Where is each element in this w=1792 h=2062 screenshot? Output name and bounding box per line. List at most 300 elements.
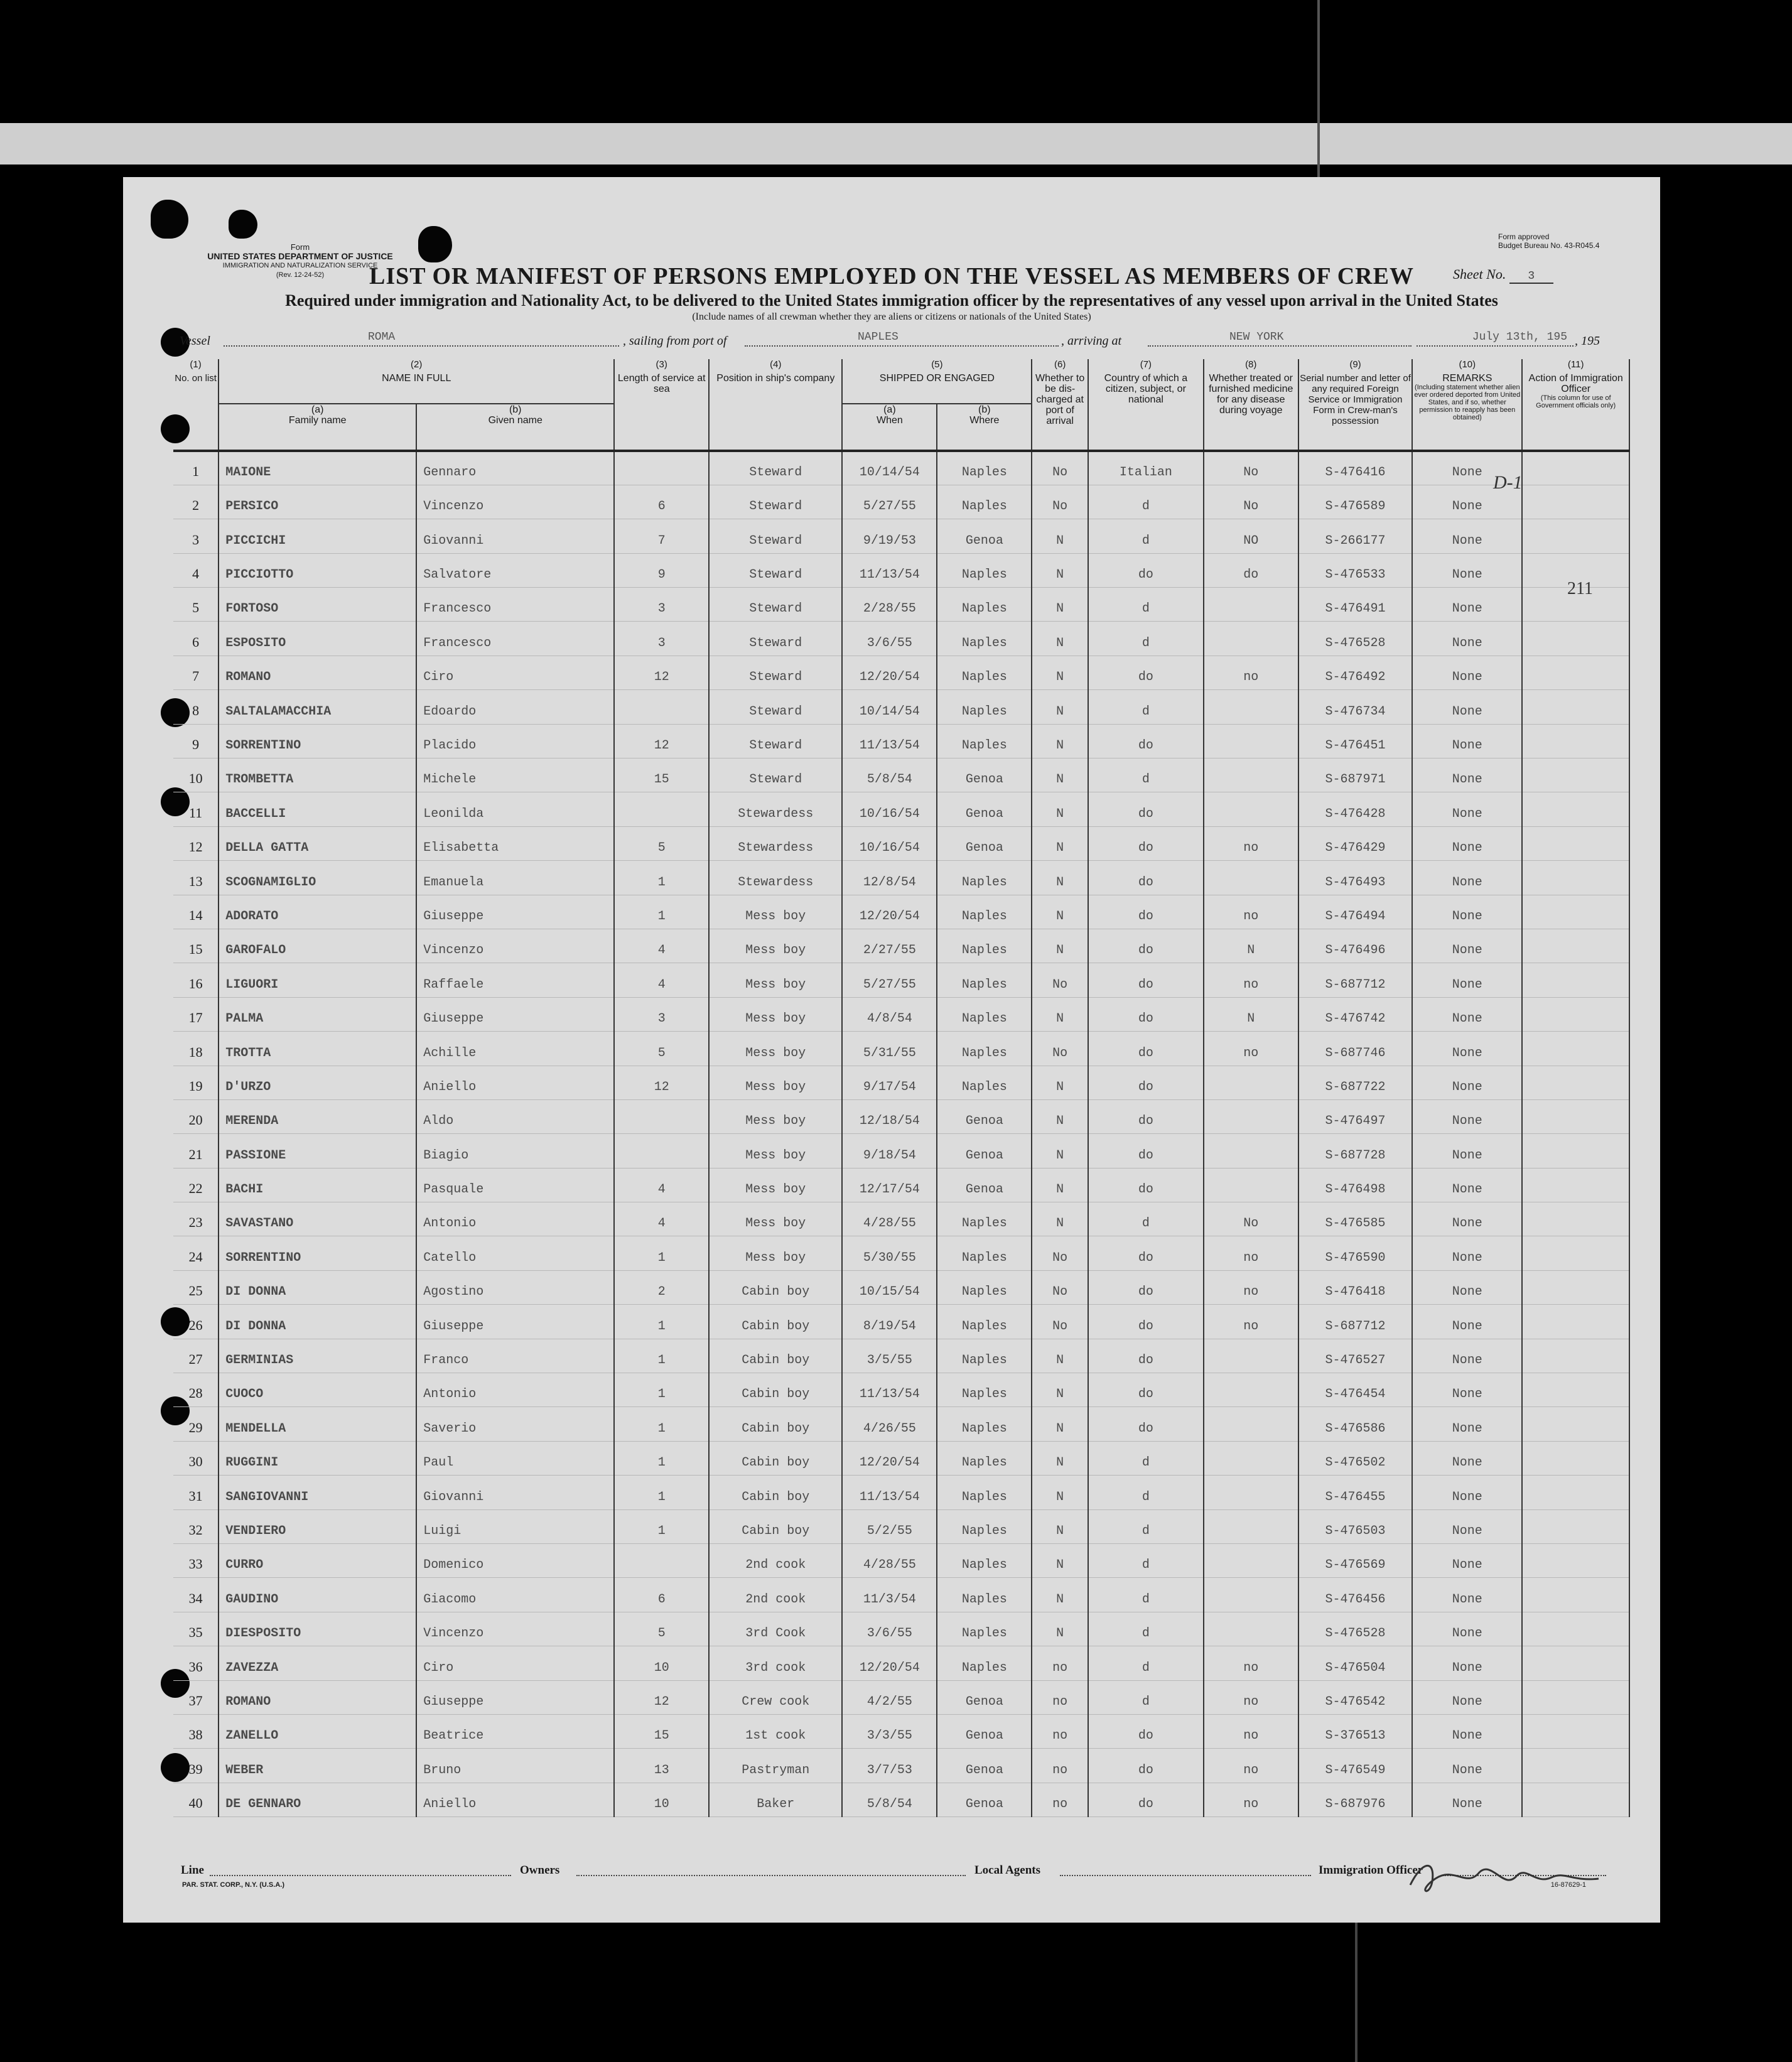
family-name: WEBER [219, 1749, 416, 1783]
port-of-departure: NAPLES [745, 328, 1059, 347]
given-name: Ciro [416, 1646, 614, 1680]
given-name: Agostino [416, 1270, 614, 1304]
remarks: None [1412, 1612, 1522, 1646]
length-of-service: 1 [614, 1236, 709, 1270]
position: Mess boy [709, 929, 842, 963]
medicine: no [1204, 895, 1298, 929]
port-engaged: Naples [937, 1373, 1032, 1407]
header-no-on-list: No. on list [173, 373, 219, 451]
family-name: DI DONNA [219, 1305, 416, 1339]
date-engaged: 2/27/55 [842, 929, 937, 963]
date-engaged: 10/14/54 [842, 690, 937, 724]
given-name: Ciro [416, 656, 614, 689]
port-engaged: Naples [937, 1270, 1032, 1304]
discharged: N [1032, 997, 1088, 1031]
remarks: None [1412, 451, 1522, 485]
action-cell [1522, 1270, 1629, 1304]
given-name: Giuseppe [416, 895, 614, 929]
arrival-date: July 13th, 195 [1417, 328, 1573, 347]
port-engaged: Naples [937, 656, 1032, 689]
header-name-in-full: NAME IN FULL [219, 373, 614, 404]
date-engaged: 9/19/53 [842, 519, 937, 553]
country: Italian [1088, 451, 1204, 485]
family-name: ESPOSITO [219, 622, 416, 656]
row-number: 28 [173, 1373, 219, 1407]
position: Mess boy [709, 1032, 842, 1066]
family-name: GERMINIAS [219, 1339, 416, 1373]
crew-row [173, 1783, 1629, 1816]
crew-row [173, 1305, 1629, 1339]
position: Mess boy [709, 895, 842, 929]
given-name: Raffaele [416, 963, 614, 997]
medicine [1204, 690, 1298, 724]
serial-number: S-476498 [1298, 1168, 1413, 1202]
row-number: 10 [173, 758, 219, 792]
col-num: (5) [842, 359, 1032, 373]
country: d [1088, 1680, 1204, 1714]
discharged: No [1032, 1270, 1088, 1304]
family-name: PICCIOTTO [219, 553, 416, 587]
port-engaged: Naples [937, 690, 1032, 724]
family-name: MERENDA [219, 1099, 416, 1133]
given-name: Giovanni [416, 519, 614, 553]
given-name: Giuseppe [416, 997, 614, 1031]
discharged: N [1032, 792, 1088, 826]
family-name: SORRENTINO [219, 1236, 416, 1270]
discharged: N [1032, 1612, 1088, 1646]
remarks: None [1412, 826, 1522, 860]
medicine: no [1204, 963, 1298, 997]
port-engaged: Genoa [937, 1099, 1032, 1133]
row-number: 35 [173, 1612, 219, 1646]
row-number: 13 [173, 861, 219, 895]
action-cell [1522, 1612, 1629, 1646]
length-of-service: 5 [614, 826, 709, 860]
remarks: None [1412, 1509, 1522, 1543]
country: d [1088, 758, 1204, 792]
crew-row [173, 1339, 1629, 1373]
remarks: None [1412, 997, 1522, 1031]
remarks: None [1412, 1168, 1522, 1202]
discharged: N [1032, 1476, 1088, 1509]
country: do [1088, 1168, 1204, 1202]
country: d [1088, 1544, 1204, 1578]
serial-number: S-476429 [1298, 826, 1413, 860]
length-of-service [614, 451, 709, 485]
action-cell [1522, 1749, 1629, 1783]
action-mark: D-1 [1493, 472, 1523, 493]
row-number: 11 [173, 792, 219, 826]
position: Mess boy [709, 963, 842, 997]
country: d [1088, 485, 1204, 519]
family-name: BACCELLI [219, 792, 416, 826]
footer-agents-blank [1060, 1875, 1311, 1876]
country: do [1088, 1134, 1204, 1168]
remarks: None [1412, 690, 1522, 724]
date-engaged: 10/15/54 [842, 1270, 937, 1304]
remarks: None [1412, 656, 1522, 689]
action-cell [1522, 861, 1629, 895]
crew-row [173, 1544, 1629, 1578]
position: Steward [709, 758, 842, 792]
given-name: Francesco [416, 588, 614, 622]
crew-row [173, 1270, 1629, 1304]
family-name: CURRO [219, 1544, 416, 1578]
remarks: None [1412, 1441, 1522, 1475]
date-engaged: 4/2/55 [842, 1680, 937, 1714]
row-number: 37 [173, 1680, 219, 1714]
port-engaged: Naples [937, 588, 1032, 622]
crew-row [173, 1373, 1629, 1407]
discharged: N [1032, 1407, 1088, 1441]
crew-row [173, 1578, 1629, 1612]
medicine [1204, 1544, 1298, 1578]
col-num: (10) [1412, 359, 1522, 373]
serial-number: S-476569 [1298, 1544, 1413, 1578]
medicine: do [1204, 553, 1298, 587]
crew-row [173, 792, 1629, 826]
crew-row [173, 826, 1629, 860]
discharged: N [1032, 553, 1088, 587]
date-engaged: 12/20/54 [842, 1441, 937, 1475]
country: do [1088, 1714, 1204, 1748]
serial-number: S-476549 [1298, 1749, 1413, 1783]
row-number: 7 [173, 656, 219, 689]
discharged: N [1032, 1168, 1088, 1202]
country: d [1088, 1202, 1204, 1236]
header-family-name [219, 404, 416, 451]
country: d [1088, 622, 1204, 656]
action-cell [1522, 1714, 1629, 1748]
port-engaged: Naples [937, 622, 1032, 656]
serial-number: S-476527 [1298, 1339, 1413, 1373]
crew-row [173, 1714, 1629, 1748]
position: Cabin boy [709, 1476, 842, 1509]
date-engaged: 5/8/54 [842, 1783, 937, 1816]
crew-row [173, 588, 1629, 622]
serial-number: S-687728 [1298, 1134, 1413, 1168]
date-engaged: 11/13/54 [842, 724, 937, 758]
crew-row [173, 1066, 1629, 1099]
remarks-note: (Including statement whether alien ever ordered deported from United States, and if so, whether permission to reapply has been obtained) [1414, 384, 1521, 421]
country: do [1088, 1407, 1204, 1441]
header-serial-number: Serial number and letter of any required Foreign Service or Immigration Form in Crew-man's possession [1298, 373, 1413, 451]
family-name: LIGUORI [219, 963, 416, 997]
family-name: PASSIONE [219, 1134, 416, 1168]
given-name: Edoardo [416, 690, 614, 724]
discharged: N [1032, 622, 1088, 656]
position: Stewardess [709, 826, 842, 860]
length-of-service: 1 [614, 1339, 709, 1373]
port-engaged: Genoa [937, 792, 1032, 826]
length-of-service: 1 [614, 1509, 709, 1543]
crew-row [173, 1476, 1629, 1509]
serial-number: S-687746 [1298, 1032, 1413, 1066]
manifest-sheet [123, 177, 1660, 1923]
given-name: Aldo [416, 1099, 614, 1133]
when-label: When [876, 415, 903, 426]
row-number: 8 [173, 690, 219, 724]
discharged: N [1032, 1134, 1088, 1168]
serial-number: S-476493 [1298, 861, 1413, 895]
header-length-of-service: Length of service at sea [614, 373, 709, 451]
action-cell [1522, 1680, 1629, 1714]
family-name: GAUDINO [219, 1578, 416, 1612]
action-cell [1522, 1305, 1629, 1339]
position: Steward [709, 588, 842, 622]
medicine [1204, 1339, 1298, 1373]
port-engaged: Naples [937, 553, 1032, 587]
remarks: None [1412, 1544, 1522, 1578]
given-name: Bruno [416, 1749, 614, 1783]
length-of-service: 12 [614, 1066, 709, 1099]
serial-number: S-687712 [1298, 963, 1413, 997]
medicine [1204, 1509, 1298, 1543]
length-of-service: 12 [614, 656, 709, 689]
action-cell [1522, 690, 1629, 724]
date-engaged: 4/26/55 [842, 1407, 937, 1441]
medicine: N [1204, 929, 1298, 963]
crew-row [173, 553, 1629, 587]
position: Steward [709, 451, 842, 485]
serial-number: S-476528 [1298, 1612, 1413, 1646]
given-name: Vincenzo [416, 1612, 614, 1646]
row-number: 31 [173, 1476, 219, 1509]
port-engaged: Naples [937, 1305, 1032, 1339]
crew-row [173, 758, 1629, 792]
remarks: None [1412, 758, 1522, 792]
discharged: no [1032, 1714, 1088, 1748]
family-name: SANGIOVANNI [219, 1476, 416, 1509]
family-name: DIESPOSITO [219, 1612, 416, 1646]
header-given-name [416, 404, 614, 451]
discharged: N [1032, 1441, 1088, 1475]
serial-number: S-476504 [1298, 1646, 1413, 1680]
action-title: Action of Immigration Officer [1528, 373, 1623, 394]
where-label: Where [969, 415, 1000, 426]
date-engaged: 11/3/54 [842, 1578, 937, 1612]
action-cell [1522, 1066, 1629, 1099]
action-cell [1522, 1168, 1629, 1202]
family-name: DE GENNARO [219, 1783, 416, 1816]
length-of-service: 4 [614, 1202, 709, 1236]
date-engaged: 5/27/55 [842, 485, 937, 519]
form-approval [1498, 232, 1636, 250]
medicine: no [1204, 1646, 1298, 1680]
discharged: N [1032, 690, 1088, 724]
given-name: Francesco [416, 622, 614, 656]
serial-number: S-476455 [1298, 1476, 1413, 1509]
family-name: ADORATO [219, 895, 416, 929]
row-number: 36 [173, 1646, 219, 1680]
given-name: Catello [416, 1236, 614, 1270]
country: d [1088, 1441, 1204, 1475]
discharged: no [1032, 1680, 1088, 1714]
family-name: TROMBETTA [219, 758, 416, 792]
serial-number: S-476533 [1298, 553, 1413, 587]
crew-row [173, 929, 1629, 963]
discharged: No [1032, 1032, 1088, 1066]
date-engaged: 3/7/53 [842, 1749, 937, 1783]
medicine: no [1204, 1270, 1298, 1304]
position: Mess boy [709, 997, 842, 1031]
row-number: 24 [173, 1236, 219, 1270]
given-name: Franco [416, 1339, 614, 1373]
remarks: None [1412, 1270, 1522, 1304]
port-engaged: Genoa [937, 519, 1032, 553]
family-name: MAIONE [219, 451, 416, 485]
crew-row [173, 485, 1629, 519]
discharged: N [1032, 1339, 1088, 1373]
medicine: No [1204, 485, 1298, 519]
country: d [1088, 1476, 1204, 1509]
port-engaged: Naples [937, 485, 1032, 519]
remarks: None [1412, 1305, 1522, 1339]
port-engaged: Genoa [937, 826, 1032, 860]
remarks: None [1412, 724, 1522, 758]
port-engaged: Naples [937, 997, 1032, 1031]
date-engaged: 12/17/54 [842, 1168, 937, 1202]
remarks: None [1412, 588, 1522, 622]
medicine: N [1204, 997, 1298, 1031]
remarks: None [1412, 1407, 1522, 1441]
position: Cabin boy [709, 1339, 842, 1373]
country: do [1088, 929, 1204, 963]
discharged: No [1032, 963, 1088, 997]
position: Baker [709, 1783, 842, 1816]
medicine [1204, 758, 1298, 792]
length-of-service: 1 [614, 1441, 709, 1475]
serial-number: S-476742 [1298, 997, 1413, 1031]
date-engaged: 9/17/54 [842, 1066, 937, 1099]
port-engaged: Naples [937, 929, 1032, 963]
discharged: no [1032, 1646, 1088, 1680]
medicine: no [1204, 1749, 1298, 1783]
action-cell [1522, 1646, 1629, 1680]
family-name: D'URZO [219, 1066, 416, 1099]
remarks: None [1412, 1714, 1522, 1748]
discharged: N [1032, 826, 1088, 860]
serial-number: S-476416 [1298, 451, 1413, 485]
serial-number: S-476542 [1298, 1680, 1413, 1714]
position: Steward [709, 656, 842, 689]
position: Steward [709, 485, 842, 519]
sheet-number [1453, 266, 1553, 284]
medicine: no [1204, 1783, 1298, 1816]
position: Cabin boy [709, 1373, 842, 1407]
remarks: None [1412, 1032, 1522, 1066]
medicine [1204, 792, 1298, 826]
position: Cabin boy [709, 1407, 842, 1441]
position: Steward [709, 622, 842, 656]
crew-row [173, 1032, 1629, 1066]
position: 3rd cook [709, 1646, 842, 1680]
row-number: 27 [173, 1339, 219, 1373]
length-of-service [614, 792, 709, 826]
port-engaged: Naples [937, 1202, 1032, 1236]
position: 3rd Cook [709, 1612, 842, 1646]
crew-row [173, 1134, 1629, 1168]
discharged: N [1032, 895, 1088, 929]
header-country: Country of which a citizen, subject, or national [1088, 373, 1204, 451]
port-of-arrival: NEW YORK [1148, 328, 1411, 347]
length-of-service: 10 [614, 1646, 709, 1680]
length-of-service: 1 [614, 895, 709, 929]
given-name: Emanuela [416, 861, 614, 895]
length-of-service: 12 [614, 1680, 709, 1714]
serial-number: S-687722 [1298, 1066, 1413, 1099]
remarks: None [1412, 1646, 1522, 1680]
position: Cabin boy [709, 1270, 842, 1304]
serial-number: S-476497 [1298, 1099, 1413, 1133]
remarks: None [1412, 1134, 1522, 1168]
given-name: Paul [416, 1441, 614, 1475]
length-of-service: 4 [614, 1168, 709, 1202]
family-name: DELLA GATTA [219, 826, 416, 860]
medicine: no [1204, 1305, 1298, 1339]
date-engaged: 4/28/55 [842, 1202, 937, 1236]
country: do [1088, 724, 1204, 758]
serial-number: S-476492 [1298, 656, 1413, 689]
action-cell [1522, 997, 1629, 1031]
row-number: 6 [173, 622, 219, 656]
action-cell [1522, 792, 1629, 826]
length-of-service: 1 [614, 1373, 709, 1407]
serial-number: S-476456 [1298, 1578, 1413, 1612]
sheet-number-label: Sheet No. [1453, 266, 1506, 282]
action-cell [1522, 1509, 1629, 1543]
serial-number: S-687971 [1298, 758, 1413, 792]
medicine [1204, 1407, 1298, 1441]
footer-line-blank [210, 1875, 511, 1876]
medicine: no [1204, 826, 1298, 860]
date-engaged: 5/27/55 [842, 963, 937, 997]
manifest-subtitle: Required under immigration and Nationality Act, to be delivered to the United States immigration officer by the representatives of any vessel upon arrival in the United States [285, 291, 1498, 310]
ink-blot [418, 226, 452, 262]
country: do [1088, 1339, 1204, 1373]
budget-bureau: Budget Bureau No. 43-R045.4 [1498, 241, 1600, 250]
header-shipped-or-engaged: SHIPPED OR ENGAGED [842, 373, 1032, 404]
family-name: ROMANO [219, 1680, 416, 1714]
given-name: Michele [416, 758, 614, 792]
country: do [1088, 1373, 1204, 1407]
crew-row [173, 1236, 1629, 1270]
date-engaged: 11/13/54 [842, 1476, 937, 1509]
port-engaged: Naples [937, 1646, 1032, 1680]
footer-owners-label: Owners [520, 1864, 560, 1877]
service-name: IMMIGRATION AND NATURALIZATION SERVICE [222, 262, 378, 269]
serial-number: S-476503 [1298, 1509, 1413, 1543]
port-engaged: Genoa [937, 1680, 1032, 1714]
length-of-service [614, 1134, 709, 1168]
serial-number: S-476454 [1298, 1373, 1413, 1407]
footer-officer-label: Immigration Officer [1319, 1864, 1423, 1877]
port-engaged: Naples [937, 1339, 1032, 1373]
date-engaged: 5/2/55 [842, 1509, 937, 1543]
country: d [1088, 588, 1204, 622]
serial-number: S-266177 [1298, 519, 1413, 553]
length-of-service: 5 [614, 1032, 709, 1066]
department-name: UNITED STATES DEPARTMENT OF JUSTICE [207, 251, 393, 261]
crew-row [173, 963, 1629, 997]
serial-number: S-376513 [1298, 1714, 1413, 1748]
row-number: 34 [173, 1578, 219, 1612]
row-number: 23 [173, 1202, 219, 1236]
length-of-service: 9 [614, 553, 709, 587]
crew-row [173, 1407, 1629, 1441]
medicine: No [1204, 451, 1298, 485]
action-cell [1522, 1407, 1629, 1441]
